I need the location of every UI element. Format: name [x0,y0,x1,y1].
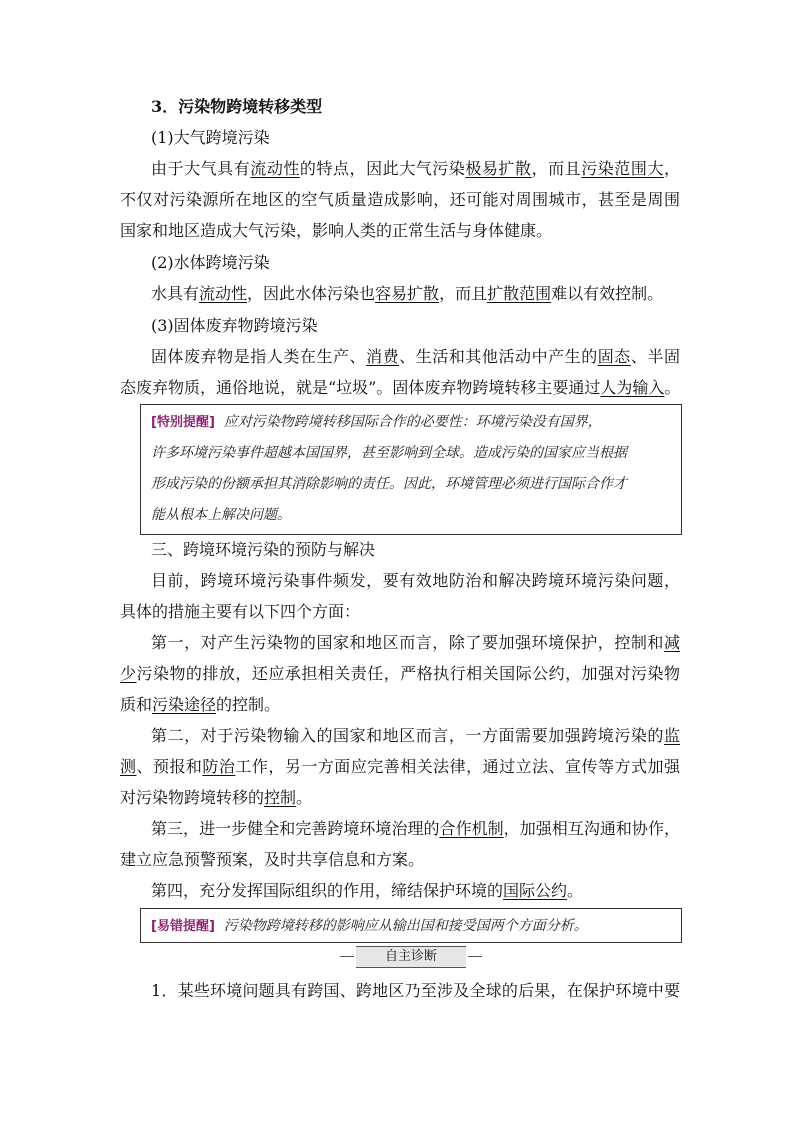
text: 工作，另一方面应完善相关法律，通过立法、宣传等方式加强 [235,757,680,776]
key-term: 防治 [202,757,236,776]
paragraph-solid-line-1 [151,342,680,372]
key-term: 容易扩散 [375,284,440,303]
text: 、预报和 [136,757,203,776]
text: ，而且 [439,284,488,303]
paragraph-air-line-1 [151,154,680,184]
text: 第二，对于污染物输入的国家和地区而言，一方面需要加强跨境污染的 [151,726,664,745]
measure-3-line-1 [151,814,680,844]
text: ， [663,159,680,178]
key-term: 控制 [264,788,297,807]
text: 难以有效控制。 [551,284,664,303]
measure-2-line-1 [151,721,680,751]
key-term: 监 [663,726,680,745]
key-term: 消费 [366,347,400,366]
reminder-line-3: 形成污染的份额承担其消除影响的责任。因此，环境管理必须进行国际合作才 [151,476,627,492]
subheading-water: (2)水体跨境污染 [151,253,270,272]
text: 对污染物跨境转移的 [120,788,265,807]
text: 的控制。 [216,695,281,714]
key-term: 极易扩散 [465,159,532,178]
text: 。 [296,788,313,807]
measure-3-line-2: 建立应急预警预案，及时共享信息和方案。 [120,850,425,869]
text: 应对污染物跨境转移国际合作的必要性：环境污染没有国界， [223,414,602,430]
key-term: 测 [120,757,137,776]
error-reminder-box [140,908,682,943]
special-reminder-box [140,404,682,535]
subheading-air: (1)大气跨境污染 [151,128,270,147]
text: 、生活和其他活动中产生的 [399,347,598,366]
error-reminder-tag: [易错提醒] [151,919,215,934]
paragraph-air-line-3: 国家和地区造成大气污染，影响人类的正常生活与身体健康。 [120,221,553,240]
text: 第一，对产生污染物的国家和地区而言，除了要加强环境保护，控制和 [151,633,664,652]
text: 固体废弃物是指人类在生产、 [151,347,367,366]
text: 第四，充分发挥国际组织的作用，缔结保护环境的 [151,881,504,900]
key-term: 流动性 [250,159,300,178]
reminder-line-2: 许多环境污染事件超越本国国界，甚至影响到全球。造成污染的国家应当根据 [151,445,627,461]
key-term: 固态 [597,347,631,366]
text: 质和 [120,695,153,714]
text: 态废弃物质，通俗地说，就是“垃圾”。固体废弃物跨境转移主要通过 [120,378,601,397]
self-diagnosis-label: 自主诊断 [356,946,466,968]
text: 。 [567,881,584,900]
measure-1-line-2 [120,659,680,689]
measure-2-line-3 [120,783,680,813]
text: ，而且 [531,159,582,178]
key-term: 减 [663,633,680,652]
measure-2-line-2 [120,752,680,782]
text: 污染物的排放，还应承担相关责任，严格执行相关国际公约，加强对污染物 [136,664,680,683]
key-term: 人为输入 [600,378,665,397]
text: 。 [664,378,681,397]
section-heading-3: 3．污染物跨境转移类型 [151,97,323,116]
key-term: 国际公约 [503,881,568,900]
text: 由于大气具有 [151,159,251,178]
key-term: 污染范围大 [581,159,664,178]
key-term: 扩散范围 [487,284,552,303]
text: 、半固 [630,347,680,366]
section-heading-3-prevention: 三、跨境环境污染的预防与解决 [151,540,376,559]
text: 第三，进一步健全和完善跨境环境治理的 [151,819,440,838]
text: 水具有 [151,284,200,303]
measure-4 [151,876,711,906]
question-1: 1．某些环境问题具有跨国、跨地区乃至涉及全球的后果，在保护环境中要 [151,981,680,1000]
reminder-line-4: 能从根本上解决问题。 [151,507,291,523]
measure-1-line-3 [120,690,680,720]
key-term: 流动性 [199,284,248,303]
measure-1-line-1 [151,628,680,658]
reminder-tag: [特别提醒] [151,415,215,430]
key-term: 少 [120,664,137,683]
text: 污染物跨境转移的影响应从输出国和接受国两个方面分析。 [223,918,588,934]
error-reminder-line [151,912,671,940]
reminder-line-1 [151,408,671,436]
key-term: 污染途径 [152,695,217,714]
subheading-solid-waste: (3)固体废弃物跨境污染 [151,316,318,335]
paragraph-solid-line-2 [120,373,690,403]
text: ，加强相互沟通和协作， [503,819,680,838]
intro-line-2: 具体的措施主要有以下四个方面： [120,602,361,621]
paragraph-air-line-2: 不仅对污染源所在地区的空气质量造成影响，还可能对周围城市，甚至是周围 [120,190,680,209]
paragraph-water [151,279,711,309]
text: ，因此水体污染也 [247,284,376,303]
intro-line-1: 目前，跨境环境污染事件频发，要有效地防治和解决跨境环境污染问题， [151,571,680,590]
key-term: 合作机制 [439,819,504,838]
text: 的特点，因此大气污染 [299,159,466,178]
